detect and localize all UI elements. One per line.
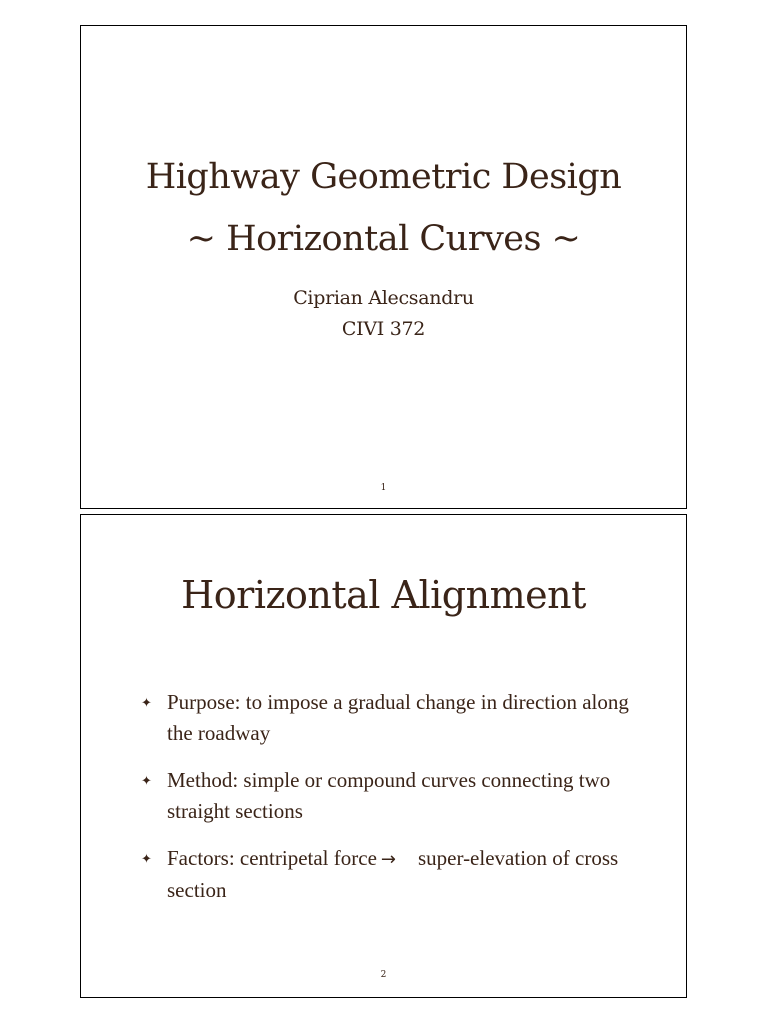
bullet-text-after-arrow: super-elevation of cross section	[167, 846, 619, 902]
bullet-text-before-arrow: Factors: centripetal force	[167, 846, 377, 870]
bullet-item	[139, 765, 639, 827]
slide-number: 1	[380, 483, 387, 493]
bullet-list	[139, 687, 639, 922]
author-name: Ciprian Alecsandru	[293, 287, 474, 309]
bullet-item	[139, 843, 639, 906]
bullet-text: Method: simple or compound curves connecting two straight sections	[167, 768, 611, 823]
arrow-right-icon: →	[380, 849, 396, 870]
bullet-icon: ✦	[141, 851, 152, 866]
bullet-text: Purpose: to impose a gradual change in direction along the roadway	[167, 690, 629, 745]
slide-title: Horizontal Alignment	[181, 573, 586, 617]
slide-title-line-2: ~ Horizontal Curves ~	[186, 219, 581, 259]
bullet-icon: ✦	[141, 773, 152, 788]
slide-2	[80, 514, 687, 998]
slide-number: 2	[380, 970, 387, 980]
course-code: CIVI 372	[341, 318, 426, 340]
slide-1	[80, 25, 687, 509]
bullet-icon: ✦	[141, 695, 152, 710]
slide-title-line-1: Highway Geometric Design	[145, 157, 622, 197]
bullet-item	[139, 687, 639, 749]
